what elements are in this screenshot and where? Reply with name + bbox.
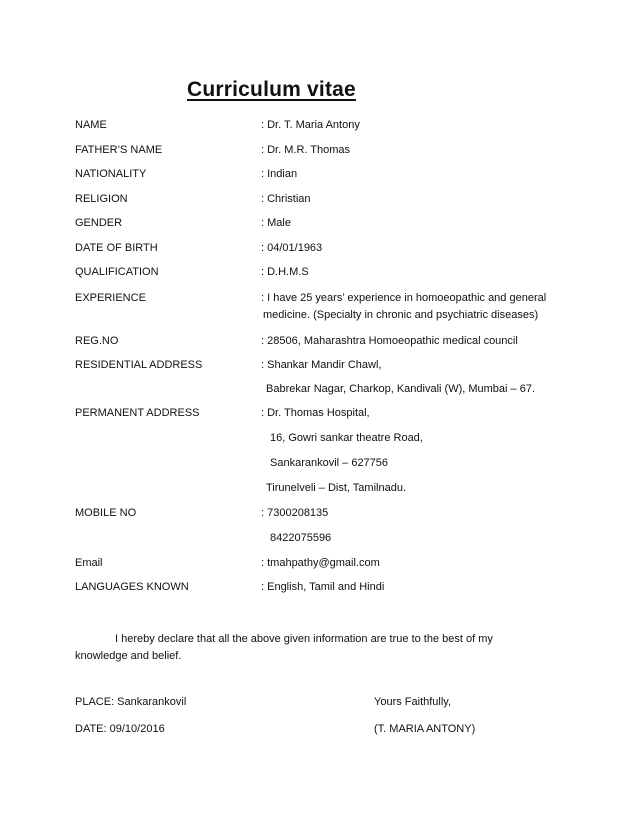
field-label: PERMANENT ADDRESS: [75, 407, 200, 419]
field-value-line: Tirunelveli – Dist, Tamilnadu.: [266, 482, 407, 494]
footer-closing: Yours Faithfully,: [374, 696, 452, 708]
field-label: RESIDENTIAL ADDRESS: [75, 359, 203, 371]
field-value: : Indian: [261, 168, 298, 180]
field-value: : 04/01/1963: [261, 242, 323, 254]
footer-place: PLACE: Sankarankovil: [75, 696, 187, 708]
footer-signature-name: (T. MARIA ANTONY): [374, 723, 476, 735]
field-nationality: [0, 166, 638, 186]
field-label: NAME: [75, 119, 107, 131]
field-date-of-birth: [0, 240, 638, 260]
field-label: REG.NO: [75, 335, 119, 347]
field-label: QUALIFICATION: [75, 266, 159, 278]
field-value: : D.H.M.S: [261, 266, 309, 278]
field-value: : Christian: [261, 193, 311, 205]
field-value: : Male: [261, 217, 291, 229]
field-value: : 28506, Maharashtra Homoeopathic medical council: [261, 335, 518, 347]
field-email: [0, 555, 638, 575]
field-value-line: : Shankar Mandir Chawl,: [261, 359, 382, 371]
field-permanent-address-line2: [0, 430, 638, 450]
field-value-line: 16, Gowri sankar theatre Road,: [270, 432, 423, 444]
field-label: RELIGION: [75, 193, 128, 205]
field-value: : tmahpathy@gmail.com: [261, 557, 380, 569]
field-value-line: : Dr. Thomas Hospital,: [261, 407, 370, 419]
field-label: NATIONALITY: [75, 168, 147, 180]
field-label: GENDER: [75, 217, 123, 229]
field-residential-address: [0, 357, 638, 377]
field-label: Email: [75, 557, 103, 569]
field-gender: [0, 215, 638, 235]
field-label: DATE OF BIRTH: [75, 242, 158, 254]
field-languages-known: [0, 579, 638, 599]
field-value: : Dr. T. Maria Antony: [261, 119, 360, 131]
field-value-line: Babrekar Nagar, Charkop, Kandivali (W), Mumbai – 67.: [266, 383, 536, 395]
field-label: LANGUAGES KNOWN: [75, 581, 189, 593]
field-value: : Dr. M.R. Thomas: [261, 144, 351, 156]
field-qualification: [0, 264, 638, 284]
field-name: [0, 117, 638, 137]
field-value-line: medicine. (Specialty in chronic and psychiatric diseases): [263, 309, 539, 321]
field-label: MOBILE NO: [75, 507, 137, 519]
field-mobile-no-cont: [0, 530, 638, 550]
field-label: FATHER’S NAME: [75, 144, 163, 156]
declaration-text: I hereby declare that all the above given information are true to the best of my knowledge and belief.: [75, 633, 493, 662]
field-permanent-address-line4: [0, 480, 638, 500]
field-label: EXPERIENCE: [75, 292, 146, 304]
field-mobile-no: [0, 505, 638, 525]
field-experience-cont: [0, 307, 638, 327]
field-reg-no: [0, 333, 638, 353]
field-value-line: : 7300208135: [261, 507, 329, 519]
field-permanent-address: [0, 405, 638, 425]
field-value-line: Sankarankovil – 627756: [270, 457, 389, 469]
field-value-line: : I have 25 years’ experience in homoeopathic and general: [261, 292, 547, 304]
field-permanent-address-line3: [0, 455, 638, 475]
field-residential-address-cont: [0, 381, 638, 401]
field-fathers-name: [0, 142, 638, 162]
footer-date: DATE: 09/10/2016: [75, 723, 165, 735]
field-value: : English, Tamil and Hindi: [261, 581, 385, 593]
field-religion: [0, 191, 638, 211]
field-value-line: 8422075596: [270, 532, 332, 544]
page-title: Curriculum vitae: [187, 78, 356, 101]
